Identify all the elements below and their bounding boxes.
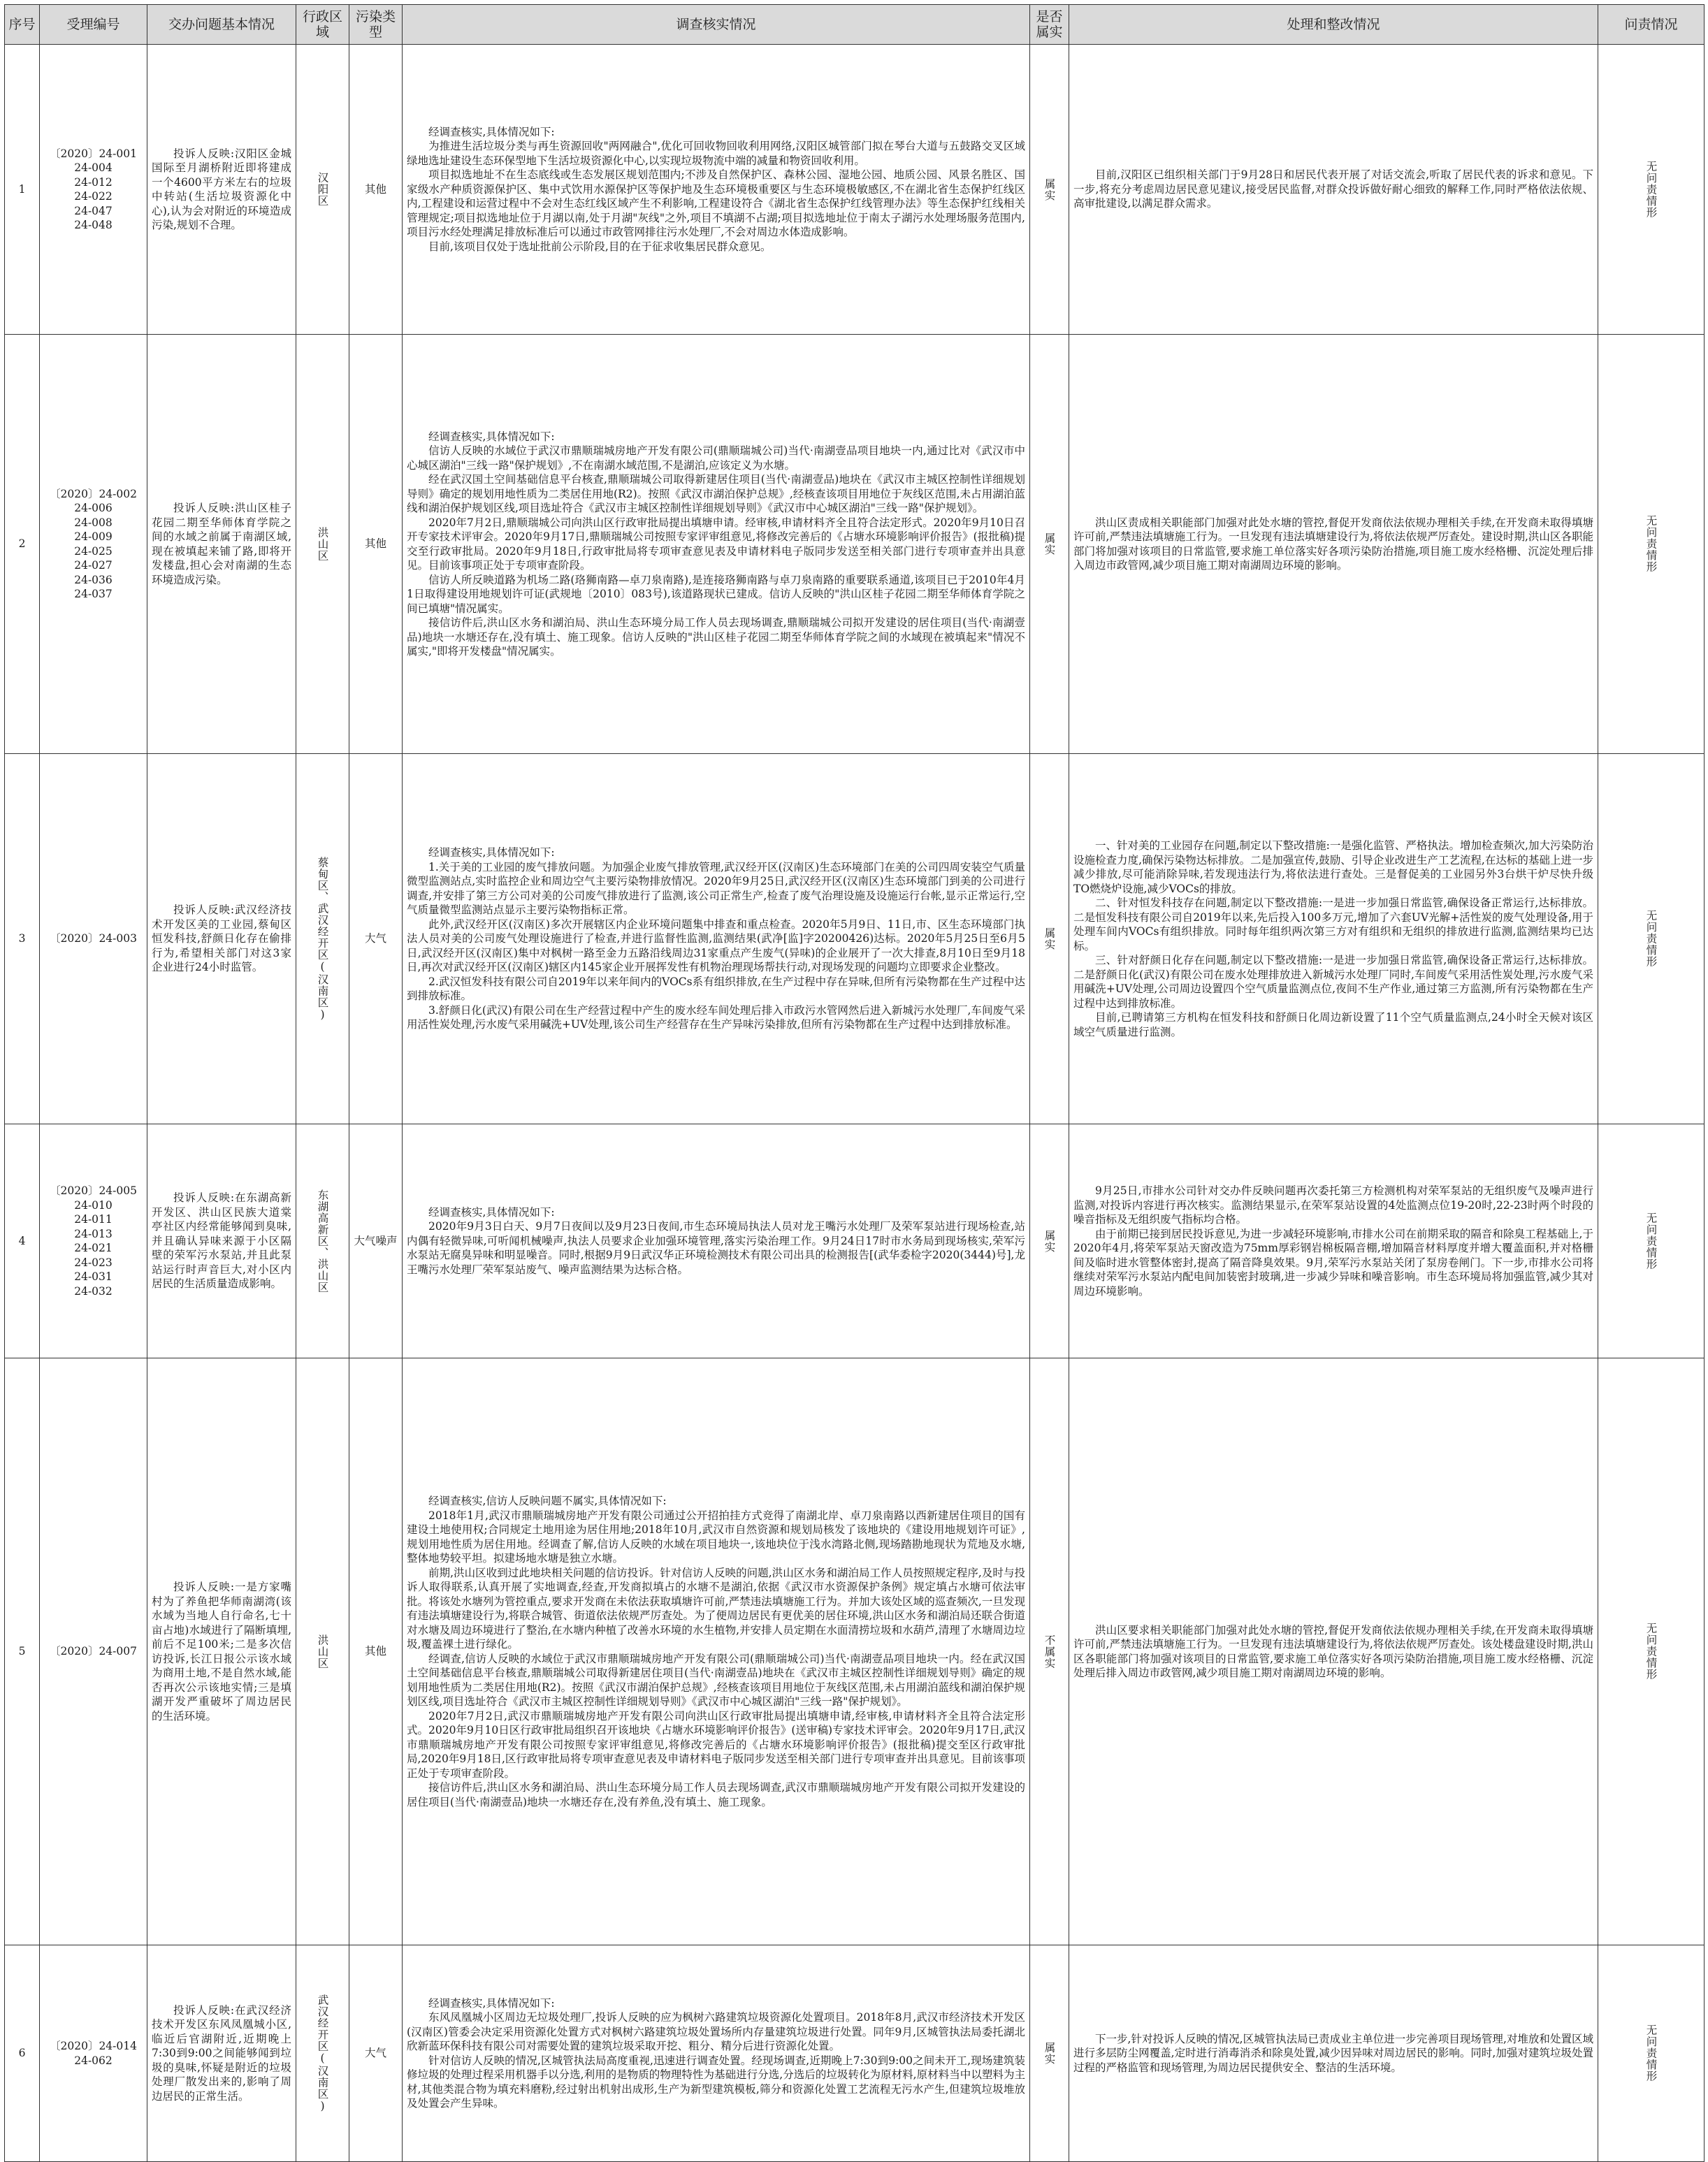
- check-paragraph: 2020年7月2日,武汉市鼎顺瑞城房地产开发有限公司向洪山区行政审批局提出填塘申请,经审核,申请材料齐全且符合法定形式。2020年9月10日区行政审批局组织召开该地块《占塘水环境影响评价报告》(送审稿)专家技术评审会。2020年9月17日,武汉市鼎顺瑞城房地产开发有限公司按照专家评审组意见,将修改完善后的《占塘水环境影响评价报告》(报批稿)提交至区行政审批局,2020年9月18日,区行政审批局将专项审查意见表及申请材料电子版同步发送至相关部门进行专项审查并出具意见。目前该事项正处于专项审查阶段。: [407, 1709, 1025, 1780]
- id-line: 24-009: [74, 530, 113, 543]
- row-pollution: 其他: [349, 45, 403, 335]
- table-row: [5, 335, 1705, 754]
- id-line: 24-013: [74, 1227, 113, 1240]
- issue-text: 投诉人反映:汉阳区金城国际至月湖桥附近即将建成一个4600平方米左右的垃圾中转站(生活垃圾资源化中心),认为会对附近的环境造成污染,规划不合理。: [152, 147, 291, 231]
- table-row: [5, 754, 1705, 1124]
- row-true: [1030, 1124, 1069, 1358]
- district-text: 汉阳区: [316, 172, 329, 207]
- check-paragraph: 东风凤凰城小区周边无垃圾处理厂,投诉人反映的应为枫树六路建筑垃圾资源化处置项目。2018年8月,武汉市经济技术开发区(汉南区)管委会决定采用资源化处置方式对枫树六路建筑垃圾处置场所内存量建筑垃圾进行处置。同年9月,区城管执法局委托湖北欣新蓝环保科技有限公司对需要处置的建筑垃圾采取开挖、粗分、精分后进行资源化处置。: [407, 2011, 1025, 2052]
- row-ids: [40, 1124, 147, 1358]
- fix-paragraph: 由于前期已接到居民投诉意见,为进一步减轻环境影响,市排水公司在前期采取的隔音和除臭工程基础上,于2020年4月,将荣军泵站天窗改造为75mm厚彩钢岩棉板隔音棚,增加隔音材料厚度并增大覆盖面积,并对格栅间及临时进水管整体密封,提高了隔音降臭效果。9月,荣军污水泵站关闭了泵房卷闸门。下一步,市排水公司将继续对荣军污水泵站内配电间加装密封玻璃,进一步减少异味和噪音影响。市生态环境局将加强监管,减少其对周边环境影响。: [1073, 1227, 1593, 1298]
- check-paragraph: 信访人所反映道路为机场二路(珞狮南路—卓刀泉南路),是连接珞狮南路与卓刀泉南路的重要联系通道,该项目已于2010年4月1日取得建设用地规划许可证(武规地〔2010〕083号),该道路现状已建成。信访人反映的"洪山区桂子花园二期至华师体育学院之间已填塘"情况属实。: [407, 573, 1025, 615]
- row-ids: [40, 335, 147, 754]
- check-paragraph: 经调查,信访人反映的水域位于武汉市鼎顺瑞城房地产开发有限公司(鼎顺瑞城公司)当代·南湖壹品项目地块一内。经在武汉国土空间基础信息平台核查,鼎顺瑞城公司取得新建居住项目(当代·南湖壹品)地块在《武汉市主城区控制性详细规划导则》确定的规划用地性质为二类居住用地(R2)。按照《武汉市湖泊保护总规》,经核查该项目用地位于灰线区范围,未占用湖泊蓝线和湖泊保护规划区线,项目选址符合《武汉市主城区控制性详细规划导则》《武汉市中心城区湖泊"三线一路"保护规划》。: [407, 1652, 1025, 1708]
- header-account: 问责情况: [1598, 5, 1705, 45]
- header-fix: 处理和整改情况: [1069, 5, 1598, 45]
- check-paragraph: 1.关于美的工业园的废气排放问题。为加强企业废气排放管理,武汉经开区(汉南区)生态环境部门在美的公司四周安装空气质量微型监测站点,实时监控企业和周边空气主要污染物排放情况。2020年9月25日,武汉经开区(汉南区)生态环境部门到美的公司进行调查,并安排了第三方公司对美的公司废气排放进行了监测,该公司正常生产,检查了废气治理设施及设施运行台帐,显示正常运行,空气质量微型监测站点显示主要污染物指标正常。: [407, 860, 1025, 917]
- table-row: [5, 1358, 1705, 1945]
- district-text: 东湖高新区、洪山区: [316, 1189, 329, 1293]
- row-ids: [40, 1945, 147, 2162]
- row-fix: [1069, 1124, 1598, 1358]
- row-account: [1598, 1124, 1705, 1358]
- true-text: 属实: [1043, 1229, 1056, 1253]
- account-text: 无问责情形: [1644, 1623, 1658, 1681]
- issue-text: 投诉人反映:在武汉经济技术开发区东风凤凰城小区,临近后官湖附近,近期晚上7:30到9:00之间能够闻到垃圾的臭味,怀疑是附近的垃圾处理厂散发出来的,影响了周边居民的正常生活。: [152, 2003, 291, 2103]
- issue-text: 投诉人反映:武汉经济技术开发区美的工业园,蔡甸区恒发科技,舒颜日化存在偷排行为,希望相关部门对这3家企业进行24小时监管。: [152, 904, 291, 974]
- row-issue: [147, 335, 296, 754]
- id-line: 24-047: [74, 204, 113, 217]
- id-line: 24-037: [74, 588, 113, 600]
- check-paragraph: 经调查核实,具体情况如下:: [428, 846, 555, 859]
- row-seq: 5: [5, 1358, 40, 1945]
- check-paragraph: 项目拟选地址不在生态底线或生态发展区规划范围内;不涉及自然保护区、森林公园、湿地公园、地质公园、风景名胜区、国家级水产种质资源保护区、集中式饮用水源保护区等保护地及生态环境极重要区与生态环境极敏感区,不在湖北省生态保护红线区内,工程建设和运营过程中不会对生态红线区域产生不利影响,工程建设符合《湖北省生态保护红线管理办法》等生态保护红线相关管理规定;项目拟选地址位于月湖以南,处于月湖"灰线"之外,项目不填湖不占湖;项目拟选地址位于南太子湖污水处理场服务范围内,项目污水经处理满足排放标准后可以通过市政管网排往污水处理厂,不会对周边水体造成影响。: [407, 168, 1025, 239]
- district-text: 洪山区: [316, 526, 329, 562]
- row-issue: [147, 1945, 296, 2162]
- header-row: [5, 5, 1705, 45]
- row-seq: 4: [5, 1124, 40, 1358]
- fix-paragraph: 一、针对美的工业园存在问题,制定以下整改措施:一是强化监管、严格执法。增加检查频次,加大污染防治设施检查力度,确保污染物达标排放。二是加强宣传,鼓励、引导企业改进生产工艺流程,在达标的基础上进一步减少排放,尽可能消除异味,若发现违法行为,将依法进行查处。三是督促美的工业园另外3台烘干炉尽快升级TO燃烧炉设施,减少VOCs的排放。: [1073, 839, 1593, 895]
- district-text: 蔡甸区、武汉经开区(汉南区): [316, 856, 329, 1022]
- row-district: [296, 754, 349, 1124]
- complaint-table: [4, 4, 1705, 2162]
- row-ids: [40, 754, 147, 1124]
- check-paragraph: 经在武汉国土空间基础信息平台核查,鼎顺瑞城公司取得新建居住项目(当代·南湖壹品)地块在《武汉市主城区控制性详细规划导则》确定的规划用地性质为二类居住用地(R2)。按照《武汉市湖泊保护总规》,经核查该项目用地位于灰线区范围,未占用湖泊蓝线和湖泊保护规划区线,项目选址符合《武汉市主城区控制性详细规划导则》《武汉市中心城区湖泊"三线一路"保护规划》。: [407, 473, 1025, 514]
- check-paragraph: 为推进生活垃圾分类与再生资源回收"两网融合",优化可回收物回收利用网络,汉阳区城管部门拟在琴台大道与五鼓路交叉区域绿地选址建设生态环保型地下生活垃圾资源化中心,以实现垃圾物流中端的减量和物资回收利用。: [407, 140, 1025, 167]
- id-line: 〔2020〕24-005: [50, 1184, 137, 1197]
- check-paragraph: 3.舒颜日化(武汉)有限公司在生产经营过程中产生的废水经车间处理后排入市政污水管网然后进入新城污水处理厂,车间废气采用活性炭处理,污水废气采用碱洗+UV处理,该公司生产经营存在生产异味污染排放,但所有污染物都在生产过程中达到排放标准。: [407, 1003, 1025, 1031]
- id-line: 24-027: [74, 559, 113, 572]
- district-text: 武汉经开区(汉南区): [316, 1994, 329, 2113]
- id-line: 24-023: [74, 1256, 113, 1269]
- check-paragraph: 2020年9月3日白天、9月7日夜间以及9月23日夜间,市生态环境局执法人员对龙王嘴污水处理厂及荣军泵站进行现场检查,站内偶有轻微异味,可听闻机械噪声,执法人员要求企业加强环境管理,落实污染治理工作。9月24日17时市水务局到现场核实,荣军污水泵站无腐臭异味和明显噪音。同时,根据9月9日武汉华正环境检测技术有限公司出具的检测报告[(武华委检字2020(3444)号],龙王嘴污水处理厂荣军泵站废气、噪声监测结果为达标合格。: [407, 1220, 1025, 1276]
- check-paragraph: 接信访件后,洪山区水务和湖泊局、洪山生态环境分局工作人员去现场调查,鼎顺瑞城公司拟开发建设的居住项目(当代·南湖壹品)地块一水塘还存在,没有填土、施工现象。信访人反映的"洪山区桂子花园二期至华师体育学院之间的水域现在被填起来"情况不属实,"即将开发楼盘"情况属实。: [407, 616, 1025, 658]
- row-issue: [147, 754, 296, 1124]
- row-ids: [40, 1358, 147, 1945]
- id-line: 〔2020〕24-002: [50, 487, 137, 500]
- table-row: [5, 1124, 1705, 1358]
- table-row: [5, 45, 1705, 335]
- row-true: [1030, 754, 1069, 1124]
- row-account: [1598, 754, 1705, 1124]
- row-pollution: 大气: [349, 1945, 403, 2162]
- account-text: 无问责情形: [1644, 910, 1658, 968]
- row-check: [403, 1945, 1030, 2162]
- header-seq: 序号: [5, 5, 40, 45]
- id-line: 24-012: [74, 175, 113, 189]
- check-paragraph: 经调查核实,信访人反映问题不属实,具体情况如下:: [428, 1495, 667, 1507]
- table-row: [5, 1945, 1705, 2162]
- id-line: 24-010: [74, 1198, 113, 1212]
- id-line: 24-048: [74, 219, 113, 231]
- row-account: [1598, 1945, 1705, 2162]
- row-true: [1030, 335, 1069, 754]
- true-text: 属实: [1043, 532, 1056, 556]
- check-paragraph: 针对信访人反映的情况,区城管执法局高度重视,迅速进行调查处置。经现场调查,近期晚上7:30到9:00之间未开工,现场建筑装修垃圾的处理过程采用机器手以分选,利用的是物质的物理特性为基础进行分选,分选后的垃圾转化为原材料,原材料当中以塑料为主材,其他类混合物为填充料磨粉,经过射出机射出成形,生产为新型建筑模板,筛分和资源化处置工艺流程无污水产生,但建筑垃圾堆放及处置会产生异味。: [407, 2054, 1025, 2110]
- account-text: 无问责情形: [1644, 515, 1658, 573]
- row-issue: [147, 1124, 296, 1358]
- fix-paragraph: 二、针对恒发科技存在问题,制定以下整改措施:一是进一步加强日常监管,确保设备正常运行,达标排放。二是恒发科技有限公司自2019年以来,先后投入100多万元,增加了六套UV光解+活性炭的废气处理设备,用于处理车间内VOCs有组织排放。同时每年组织两次第三方对有组织和无组织的排放进行监测,监测结果均已达标。: [1073, 897, 1593, 952]
- row-check: [403, 1358, 1030, 1945]
- header-id: 受理编号: [40, 5, 147, 45]
- true-text: 属实: [1043, 2042, 1056, 2065]
- row-district: [296, 45, 349, 335]
- row-district: [296, 1358, 349, 1945]
- district-text: 洪山区: [316, 1634, 329, 1669]
- row-seq: 3: [5, 754, 40, 1124]
- row-ids: [40, 45, 147, 335]
- id-line: 24-006: [74, 502, 113, 514]
- row-district: [296, 335, 349, 754]
- check-paragraph: 2.武汉恒发科技有限公司自2019年以来年间内的VOCs系有组织排放,在生产过程中存在异味,但所有污染物都在生产过程中达到排放标准。: [407, 975, 1025, 1003]
- id-line: 〔2020〕24-007: [50, 1645, 137, 1658]
- row-pollution: 其他: [349, 1358, 403, 1945]
- id-line: 24-022: [74, 190, 113, 203]
- header-check: 调查核实情况: [403, 5, 1030, 45]
- row-true: [1030, 45, 1069, 335]
- row-check: [403, 754, 1030, 1124]
- check-paragraph: 经调查核实,具体情况如下:: [428, 1996, 555, 2010]
- id-line: 24-011: [74, 1213, 113, 1226]
- check-paragraph: 2020年7月2日,鼎顺瑞城公司向洪山区行政审批局提出填塘申请。经审核,申请材料齐全且符合法定形式。2020年9月10日召开专家技术评审会。2020年9月17日,鼎顺瑞城公司按照专家评审组意见,将修改完善后的《占塘水环境影响评价报告》(报批稿)提交至行政审批局。2020年9月18日,行政审批局将专项审查意见表及申请材料电子版同步发送至相关部门进行专项审查并出具意见。目前该事项正处于专项审查阶段。: [407, 516, 1025, 572]
- fix-paragraph: 洪山区要求相关职能部门加强对此处水塘的管控,督促开发商依法依规办理相关手续,在开发商未取得填塘许可前,严禁违法填塘施工行为。一旦发现有违法填塘建设行为,将依法依规严厉查处。该处楼盘建设时期,洪山区各职能部门将加强对该项目的日常监管,要求施工单位落实好各项污染防治措施,项目施工废水经格栅、沉淀处理后排入周边市政管网,减少项目施工期对南湖周边环境的影响。: [1073, 1623, 1593, 1679]
- row-pollution: 大气: [349, 754, 403, 1124]
- row-seq: 1: [5, 45, 40, 335]
- row-fix: [1069, 335, 1598, 754]
- id-line: 24-004: [74, 161, 113, 174]
- row-fix: [1069, 1358, 1598, 1945]
- header-true: 是否属实: [1030, 5, 1069, 45]
- account-text: 无问责情形: [1644, 160, 1658, 219]
- id-line: 24-025: [74, 544, 113, 558]
- row-account: [1598, 45, 1705, 335]
- account-text: 无问责情形: [1644, 1212, 1658, 1270]
- row-pollution: 其他: [349, 335, 403, 754]
- id-line: 〔2020〕24-001: [50, 147, 137, 160]
- row-account: [1598, 335, 1705, 754]
- check-paragraph: 经调查核实,具体情况如下:: [428, 1205, 555, 1219]
- row-fix: [1069, 754, 1598, 1124]
- fix-paragraph: 下一步,针对投诉人反映的情况,区城管执法局已责成业主单位进一步完善项目现场管理,对堆放和处置区域进行多层防尘网覆盖,定时进行消毒消杀和除臭处置,减少因异味对周边居民的影响。同时,加强对建筑垃圾处置过程的严格监管和现场管理,为周边居民提供安全、整洁的生活环境。: [1073, 2032, 1593, 2074]
- true-text: 不属实: [1043, 1634, 1056, 1669]
- row-fix: [1069, 1945, 1598, 2162]
- header-district: 行政区域: [296, 5, 349, 45]
- check-paragraph: 前期,洪山区收到过此地块相关问题的信访投诉。针对信访人反映的问题,洪山区水务和湖泊局工作人员按照规定程序,及时与投诉人取得联系,认真开展了实地调查,经查,开发商拟填占的水塘不是湖泊,依据《武汉市水资源保护条例》规定填占水塘可依法审批。将该处水塘列为管控重点,要求开发商在未依法获取填塘许可前,严禁违法填塘施工行为。并加大该处区域的巡查频次,一旦发现有违法填塘建设行为,将联合城管、街道依法依规严厉查处。为了便周边居民有更优美的居住环境,洪山区水务和湖泊局还联合街道对水塘及周边环境进行了整治,在水塘内种植了改善水环境的水生植物,并安排人员定期在水面清捞垃圾和水葫芦,清理了水塘周边垃圾,覆盖裸土进行绿化。: [407, 1566, 1025, 1650]
- issue-text: 投诉人反映:洪山区桂子花园二期至华师体育学院之间的水域之前属于南湖区域,现在被填起来铺了路,即将开发楼盘,担心会对南湖的生态环境造成污染。: [152, 502, 291, 586]
- row-district: [296, 1124, 349, 1358]
- id-line: 24-036: [74, 573, 113, 586]
- id-line: 24-008: [74, 516, 113, 529]
- row-seq: 2: [5, 335, 40, 754]
- row-fix: [1069, 45, 1598, 335]
- row-check: [403, 1124, 1030, 1358]
- id-line: 24-062: [74, 2054, 113, 2067]
- row-true: [1030, 1358, 1069, 1945]
- id-line: 24-031: [74, 1270, 113, 1283]
- row-pollution: 大气噪声: [349, 1124, 403, 1358]
- true-text: 属实: [1043, 927, 1056, 950]
- fix-paragraph: 目前,汉阳区已组织相关部门于9月28日和居民代表开展了对话交流会,听取了居民代表的诉求和意见。下一步,将充分考虑周边居民意见建议,接受居民监督,对群众投诉做好耐心细致的解释工作,同时严格依法依规、高审批建设,以满足群众需求。: [1073, 168, 1593, 210]
- fix-paragraph: 9月25日,市排水公司针对交办件反映问题再次委托第三方检测机构对荣军泵站的无组织废气及噪声进行监测,对投诉内容进行再次核实。监测结果显示,在荣军泵站设置的4处监测点位19-20时,22-23时两个时段的噪音指标及无组织废气指标均合格。: [1073, 1184, 1593, 1226]
- check-paragraph: 经调查核实,具体情况如下:: [428, 430, 555, 443]
- check-paragraph: 目前,该项目仅处于选址批前公示阶段,目的在于征求收集居民群众意见。: [428, 240, 772, 253]
- id-line: 24-021: [74, 1242, 113, 1254]
- true-text: 属实: [1043, 177, 1056, 201]
- issue-text: 投诉人反映:一是方家嘴村为了养鱼把华师南湖湾(该水域为当地人自行命名,七十亩占地)水域进行了隔断填埋,前后不足100米;二是多次信访投诉,长江日报公示该水域为商用土地,不是自然水域,能否再次公示该地实情;三是填湖开发严重破坏了周边居民的生活环境。: [152, 1581, 291, 1722]
- fix-paragraph: 三、针对舒颜日化存在问题,制定以下整改措施:一是进一步加强日常监管,确保设备正常运行,达标排放。二是舒颜日化(武汉)有限公司在废水处理排放进入新城污水处理厂同时,车间废气采用活性炭处理,污水废气采用碱洗+UV处理,公司周边设置四个空气质量监测点位,夜间不生产作业,通过第三方监测,所有污染物都在生产过程中达到排放标准。: [1073, 954, 1593, 1010]
- check-paragraph: 此外,武汉经开区(汉南区)多次开展辖区内企业环境问题集中排查和重点检查。2020年5月9日、11日,市、区生态环境部门执法人员对美的公司废气处理设施进行了检查,并进行监督性监测,监测结果(武净[监]字20200426)达标。2020年5月25日至6月5日,武汉经开区(汉南区)集中对枫树一路至金力五路沿线周边31家重点产生废气(异味)的企业展开了一次大排查,8月10日至9月18日,再次对武汉经开区(汉南区)辖区内145家企业开展挥发性有机物治理现场帮扶行动,对现场发现的问题均立即要求企业整改。: [407, 917, 1025, 974]
- row-seq: 6: [5, 1945, 40, 2162]
- row-issue: [147, 45, 296, 335]
- row-district: [296, 1945, 349, 2162]
- id-line: 〔2020〕24-014: [50, 2040, 137, 2052]
- header-issue: 交办问题基本情况: [147, 5, 296, 45]
- check-paragraph: 信访人反映的水域位于武汉市鼎顺瑞城房地产开发有限公司(鼎顺瑞城公司)当代·南湖壹品项目地块一内,通过比对《武汉市中心城区湖泊"三线一路"保护规划》,不在南湖水域范围,不是湖泊,应该定义为水塘。: [407, 444, 1025, 472]
- row-check: [403, 335, 1030, 754]
- row-account: [1598, 1358, 1705, 1945]
- fix-paragraph: 目前,已聘请第三方机构在恒发科技和舒颜日化周边新设置了11个空气质量监测点,24小时全天候对该区域空气质量进行监测。: [1073, 1011, 1593, 1038]
- account-text: 无问责情形: [1644, 2024, 1658, 2082]
- id-line: 〔2020〕24-003: [50, 932, 137, 945]
- check-paragraph: 2018年1月,武汉市鼎顺瑞城房地产开发有限公司通过公开招拍挂方式竞得了南湖北岸、卓刀泉南路以西新建居住项目的国有建设土地使用权;合同规定土地用途为居住用地;2018年10月,武汉市自然资源和规划局核发了该地块的《建设用地规划许可证》,规划用地性质为居住用地。经调查了解,信访人反映的水域在项目地块一,该地块位于浅水湾路北侧,现场踏勘地现状为荒地及水塘,整体地势较平坦。拟建场地水塘是独立水塘。: [407, 1509, 1025, 1565]
- check-paragraph: 经调查核实,具体情况如下:: [428, 125, 555, 138]
- header-pollution: 污染类型: [349, 5, 403, 45]
- row-true: [1030, 1945, 1069, 2162]
- id-line: 24-032: [74, 1284, 113, 1298]
- fix-paragraph: 洪山区责成相关职能部门加强对此处水塘的管控,督促开发商依法依规办理相关手续,在开发商未取得填塘许可前,严禁违法填塘施工行为。一旦发现有违法填塘建设行为,将依法依规严厉查处。建设时期,洪山区各职能部门将加强对该项目的日常监管,要求施工单位落实好各项污染防治措施,项目施工废水经格栅、沉淀处理后排入周边市政管网,减少项目施工期对南湖周边环境的影响。: [1073, 516, 1593, 572]
- issue-text: 投诉人反映:在东湖高新开发区、洪山区民族大道棠亭社区内经常能够闻到臭味,并且确认异味来源于小区隔壁的荣军污水泵站,并且此泵站运行时声音巨大,对小区内居民的生活质量造成影响。: [152, 1191, 291, 1291]
- row-issue: [147, 1358, 296, 1945]
- row-check: [403, 45, 1030, 335]
- check-paragraph: 接信访件后,洪山区水务和湖泊局、洪山生态环境分局工作人员去现场调查,武汉市鼎顺瑞城房地产开发有限公司拟开发建设的居住项目(当代·南湖壹品)地块一水塘还存在,没有养鱼,没有填土、施工现象。: [407, 1781, 1025, 1808]
